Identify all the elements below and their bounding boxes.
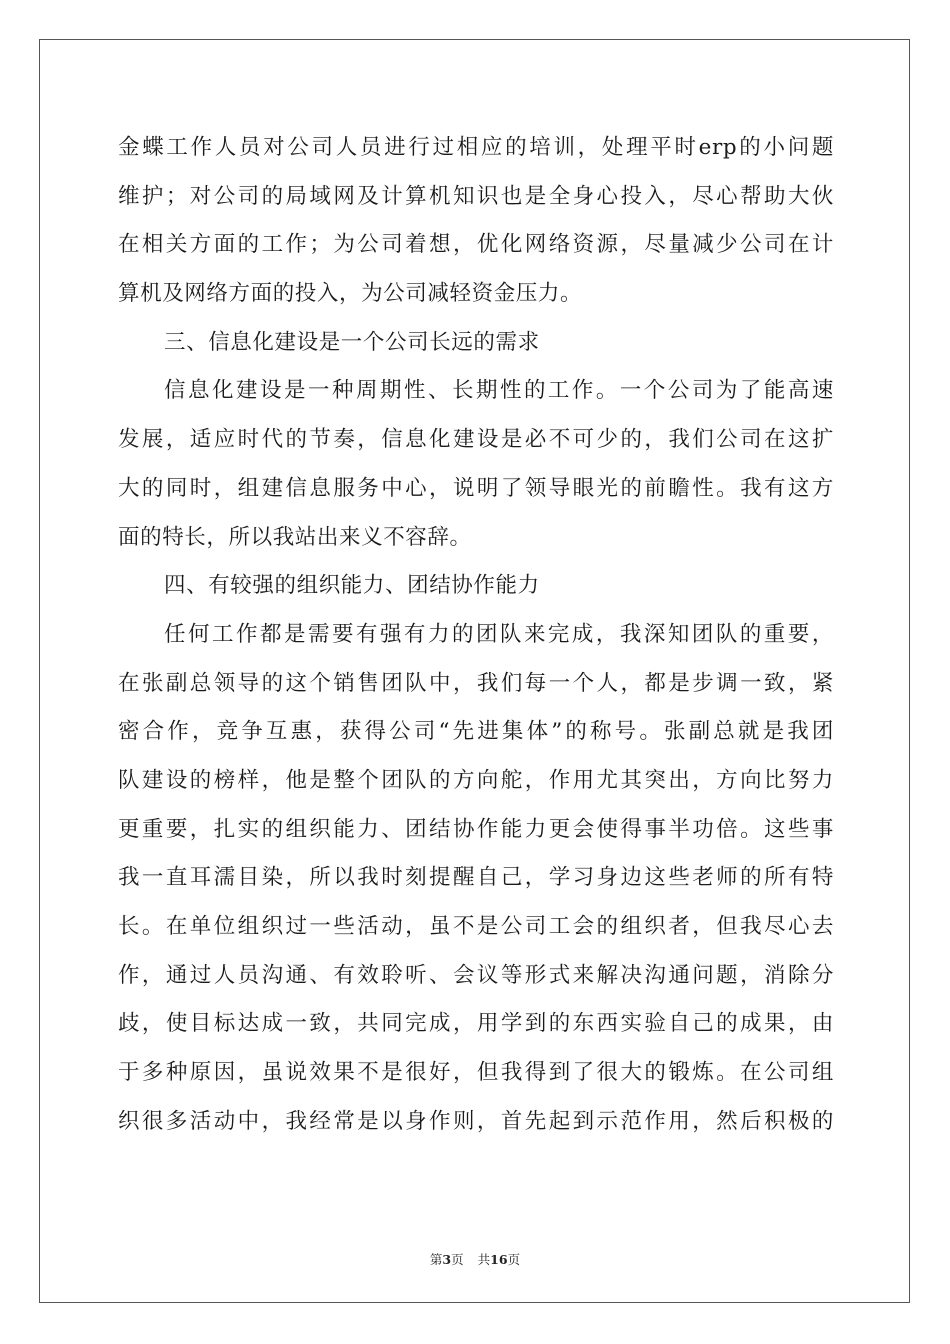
text-line: 队建设的榜样，他是整个团队的方向舵，作用尤其突出，方向比努力 (118, 767, 834, 793)
text-line: 长。在单位组织过一些活动，虽不是公司工会的组织者，但我尽心去 (118, 914, 834, 939)
text-line: 歧，使目标达成一致，共同完成，用学到的东西实验自己的成果，由 (118, 1011, 834, 1037)
text-line: 面的特长，所以我站出来义不容辞。 (118, 524, 472, 550)
text-line: 大的同时，组建信息服务中心，说明了领导眼光的前瞻性。我有这方 (118, 475, 834, 501)
page-footer (0, 1250, 950, 1268)
text-line: 在相关方面的工作；为公司着想，优化网络资源，尽量减少公司在计 (118, 232, 834, 258)
text-line: 信息化建设是一种周期性、长期性的工作。一个公司为了能高速 (164, 378, 834, 404)
text-line: 四、有较强的组织能力、团结协作能力 (164, 573, 540, 599)
text-line: 密合作，竞争互惠，获得公司“先进集体”的称号。张副总就是我团 (118, 719, 834, 745)
text-line: 作，通过人员沟通、有效聆听、会议等形式来解决沟通问题，消除分 (118, 962, 834, 988)
page-prefix: 第 (429, 1252, 443, 1267)
total-pages-number: 16 (490, 1252, 508, 1267)
total-prefix: 共 (477, 1252, 491, 1267)
current-page-number: 3 (442, 1252, 452, 1267)
text-line: 三、信息化建设是一个公司长远的需求 (164, 329, 540, 355)
text-line: 在张副总领导的这个销售团队中，我们每一个人，都是步调一致，紧 (118, 670, 834, 696)
text-line: 织很多活动中，我经常是以身作则，首先起到示范作用，然后积极的 (118, 1108, 834, 1134)
text-line: 算机及网络方面的投入，为公司减轻资金压力。 (118, 281, 583, 307)
document-body (118, 124, 834, 1146)
page-suffix: 页 (451, 1252, 464, 1267)
text-line: 我一直耳濡目染，所以我时刻提醒自己，学习身边这些老师的所有特 (118, 865, 834, 891)
text-line: 维护；对公司的局域网及计算机知识也是全身心投入，尽心帮助大伙 (118, 183, 834, 209)
text-line: 发展，适应时代的节奏，信息化建设是必不可少的，我们公司在这扩 (118, 427, 834, 453)
text-line: 任何工作都是需要有强有力的团队来完成，我深知团队的重要， (164, 621, 834, 647)
text-line: 金蝶工作人员对公司人员进行过相应的培训，处理平时erp的小问题 (118, 135, 834, 160)
text-line: 更重要，扎实的组织能力、团结协作能力更会使得事半功倍。这些事 (118, 816, 834, 842)
text-line: 于多种原因，虽说效果不是很好，但我得到了很大的锻炼。在公司组 (118, 1060, 834, 1086)
total-suffix: 页 (507, 1252, 521, 1267)
